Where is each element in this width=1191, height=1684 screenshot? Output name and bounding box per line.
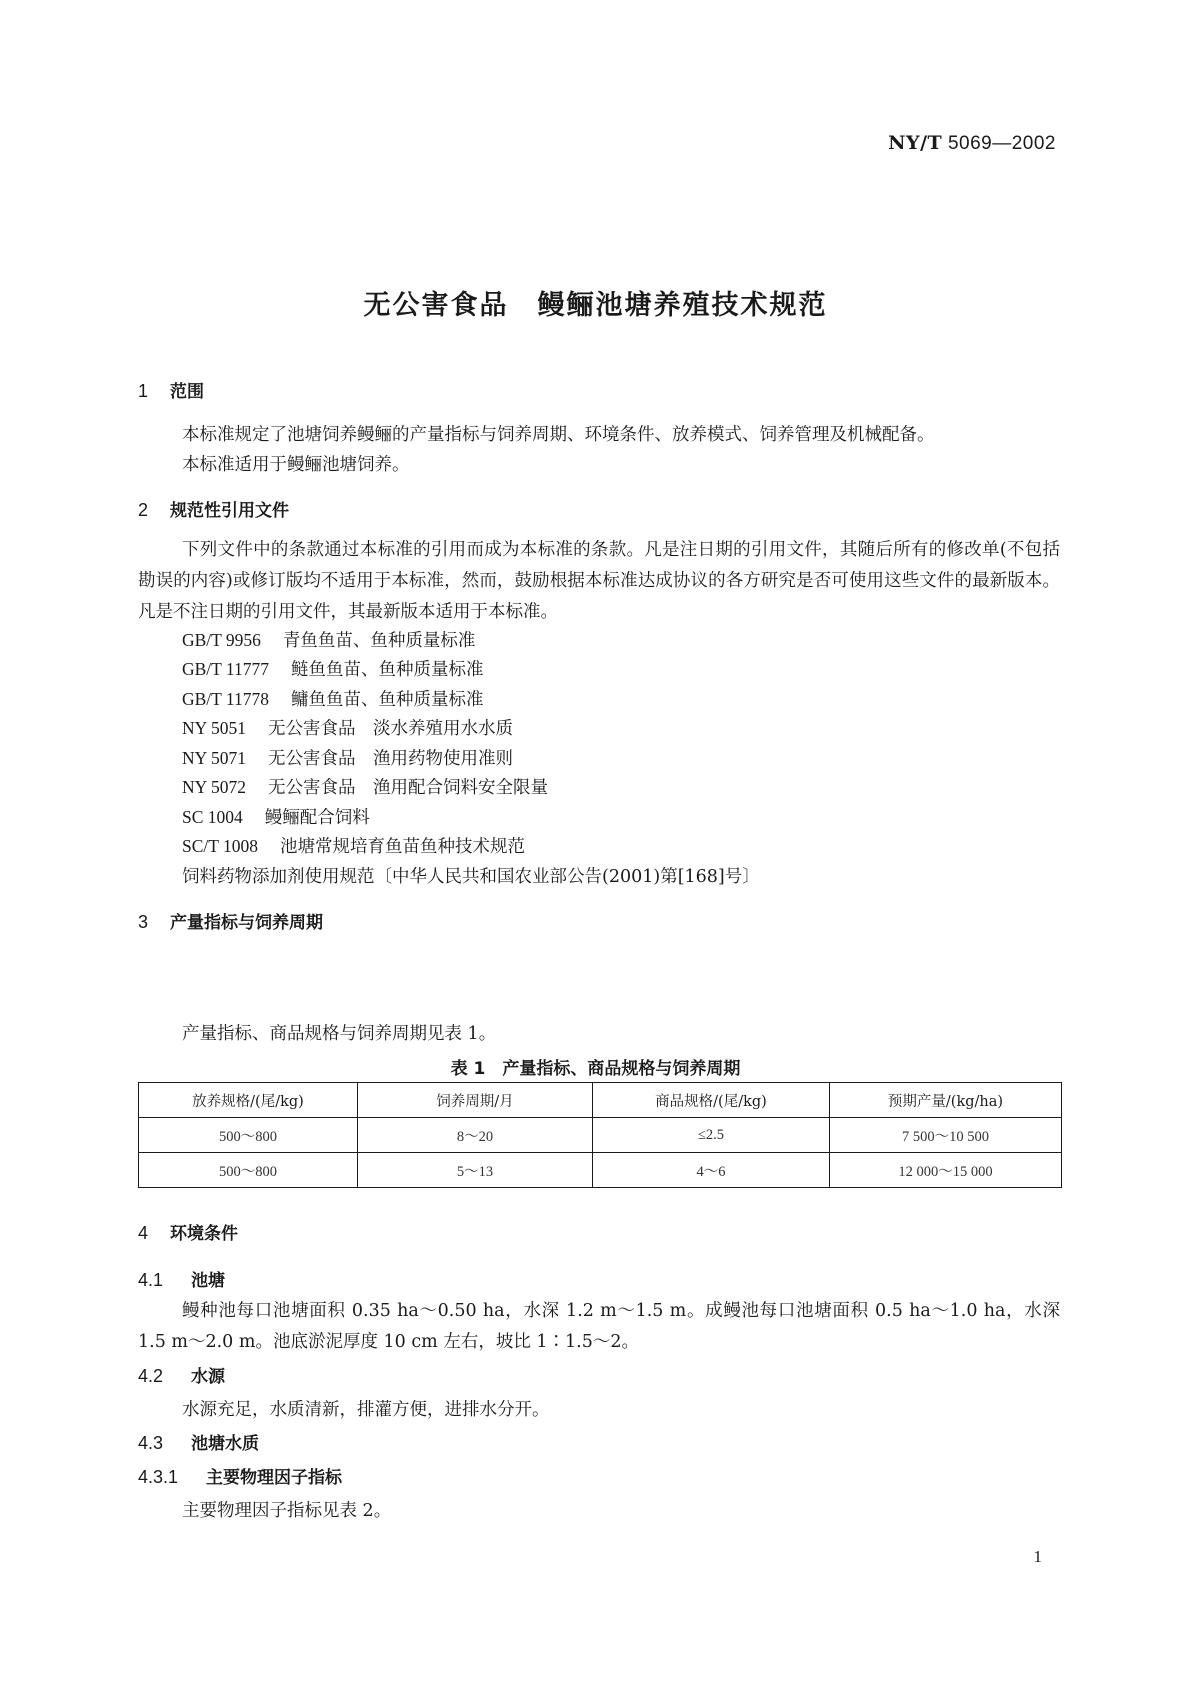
reference-item: NY 5072 无公害食品 渔用配合饲料安全限量: [182, 777, 549, 798]
section-1-line-1: 本标准规定了池塘饲养鳗鲡的产量指标与饲养周期、环境条件、放养模式、饲养管理及机械配备。: [182, 425, 935, 445]
table-cell: 4～6: [593, 1153, 830, 1188]
section-4-1-paragraph: 鳗种池每口池塘面积 0.35 ha～0.50 ha，水深 1.2 m～1.5 m。成鳗池每口池塘面积 0.5 ha～1.0 ha，水深 1.5 m～2.0 m。池底淤泥厚度 10 cm 左右，坡比 1∶1.5～2。: [138, 1301, 1060, 1352]
table-cell: 7 500～10 500: [830, 1118, 1062, 1153]
reference-item: GB/T 11777 鲢鱼鱼苗、鱼种质量标准: [182, 659, 484, 680]
section-4-heading: 4 环境条件: [138, 1223, 238, 1244]
table-cell: ≤2.5: [593, 1118, 830, 1153]
table-cell: 8～20: [358, 1118, 593, 1153]
reference-item: SC 1004 鳗鲡配合饲料: [182, 807, 370, 828]
table-cell: 12 000～15 000: [830, 1153, 1062, 1188]
table-1: [138, 1082, 1062, 1188]
table-header-cell: 饲养周期/月: [358, 1083, 593, 1118]
section-3-line: 产量指标、商品规格与饲养周期见表 1。: [182, 1024, 497, 1044]
section-4-2-line: 水源充足，水质清新，排灌方便，进排水分开。: [182, 1400, 550, 1420]
table-header-row: [139, 1083, 1062, 1118]
reference-item: GB/T 9956 青鱼鱼苗、鱼种质量标准: [182, 630, 476, 651]
section-4-3-1-line: 主要物理因子指标见表 2。: [182, 1501, 392, 1521]
reference-item: 饲料药物添加剂使用规范〔中华人民共和国农业部公告(2001)第[168]号〕: [182, 867, 760, 887]
table-1-caption: 表 1 产量指标、商品规格与饲养周期: [450, 1059, 741, 1079]
table-header-cell: 商品规格/(尾/kg): [593, 1083, 830, 1118]
section-1-line-2: 本标准适用于鳗鲡池塘饲养。: [182, 455, 410, 475]
section-4-2-heading: 4.2 水源: [138, 1366, 225, 1387]
section-1-heading: 1 范围: [138, 381, 204, 402]
table-row: [139, 1118, 1062, 1153]
section-2-paragraph: 下列文件中的条款通过本标准的引用而成为本标准的条款。凡是注日期的引用文件，其随后所有的修改单(不包括勘误的内容)或修订版均不适用于本标准，然而，鼓励根据本标准达成协议的各方研究是否可使用这些文件的最新版本。凡是不注日期的引用文件，其最新版本适用于本标准。: [138, 540, 1060, 622]
section-4-1-heading: 4.1 池塘: [138, 1270, 225, 1291]
reference-item: GB/T 11778 鳙鱼鱼苗、鱼种质量标准: [182, 689, 484, 710]
section-4-3-heading: 4.3 池塘水质: [138, 1433, 259, 1454]
table-row: [139, 1153, 1062, 1188]
section-3-heading: 3 产量指标与饲养周期: [138, 912, 323, 933]
table-cell: 5～13: [358, 1153, 593, 1188]
document-title: 无公害食品 鳗鲡池塘养殖技术规范: [363, 290, 828, 321]
table-header-cell: 放养规格/(尾/kg): [139, 1083, 358, 1118]
reference-item: NY 5071 无公害食品 渔用药物使用准则: [182, 748, 514, 769]
reference-item: NY 5051 无公害食品 淡水养殖用水水质: [182, 718, 514, 739]
section-4-3-1-heading: 4.3.1 主要物理因子指标: [138, 1467, 342, 1488]
standard-number: NY/T 5069—2002: [888, 132, 1056, 154]
page-number: 1: [1033, 1547, 1042, 1566]
reference-item: SC/T 1008 池塘常规培育鱼苗鱼种技术规范: [182, 836, 526, 857]
table-cell: 500～800: [139, 1153, 358, 1188]
section-2-heading: 2 规范性引用文件: [138, 500, 289, 521]
table-cell: 500～800: [139, 1118, 358, 1153]
table-header-cell: 预期产量/(kg/ha): [830, 1083, 1062, 1118]
